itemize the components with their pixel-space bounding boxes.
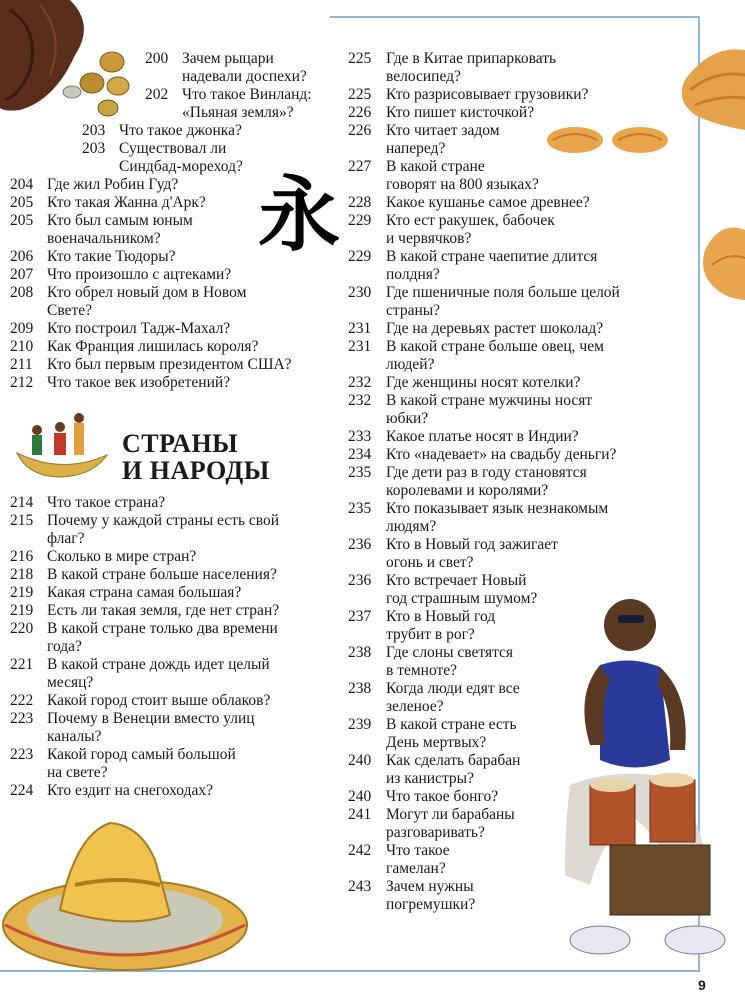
toc-page-number: 226 bbox=[348, 104, 372, 121]
toc-entry-title: Какое платье носят в Индии? bbox=[386, 428, 579, 445]
toc-page-number: 229 bbox=[348, 212, 372, 229]
toc-entry-title: В какой стране больше населения? bbox=[47, 566, 277, 583]
toc-entry-title: Какая страна самая большая? bbox=[47, 584, 242, 601]
toc-entry-title: говорят на 800 языках? bbox=[386, 176, 539, 193]
toc-entry-title: Что такое bbox=[386, 842, 450, 859]
toc-entry-title: Кто обрел новый дом в Новом bbox=[47, 284, 247, 301]
toc-entry-title: людей? bbox=[386, 356, 435, 373]
section-heading-line2: И НАРОДЫ bbox=[122, 456, 270, 485]
toc-page-number: 224 bbox=[10, 782, 34, 799]
toc-page-number: 240 bbox=[348, 752, 372, 769]
toc-entry-title: Кто пишет кисточкой? bbox=[386, 104, 535, 121]
toc-entry-title: из канистры? bbox=[386, 770, 474, 787]
toc-page-number: 223 bbox=[10, 710, 34, 727]
toc-entry-title: Как Франция лишилась короля? bbox=[47, 338, 259, 355]
toc-page-number: 206 bbox=[10, 248, 34, 265]
toc-entry-title: Кто показывает язык незнакомым bbox=[386, 500, 609, 517]
toc-entry-title: велосипед? bbox=[386, 68, 461, 85]
toc-page-number: 233 bbox=[348, 428, 372, 445]
toc-page-number: 223 bbox=[10, 746, 34, 763]
toc-entry-title: Кто был самым юным bbox=[47, 212, 193, 229]
toc-page-number: 242 bbox=[348, 842, 372, 859]
toc-entry-title: Что такое страна? bbox=[47, 494, 166, 511]
toc-entry-title: Сколько в мире стран? bbox=[47, 548, 197, 565]
toc-entry-title: гамелан? bbox=[386, 860, 446, 877]
toc-page-number: 239 bbox=[348, 716, 372, 733]
toc-entry-title: «Пьяная земля»? bbox=[182, 104, 294, 121]
toc-entry-title: Почему у каждой страны есть свой bbox=[47, 512, 280, 529]
toc-entry-title: В какой стране дождь идет целый bbox=[47, 656, 270, 673]
toc-entry-title: Что произошло с ацтеками? bbox=[47, 266, 232, 283]
drummer-illustration bbox=[560, 585, 745, 970]
toc-page-number: 238 bbox=[348, 644, 372, 661]
toc-entry-title: в темноте? bbox=[386, 662, 458, 679]
toc-entry-title: Где женщины носят котелки? bbox=[386, 374, 581, 391]
toc-entry-title: Какой город стоит выше облаков? bbox=[47, 692, 271, 709]
toc-entry-title: Кто в Новый год bbox=[386, 608, 496, 625]
toc-entry-title: Существовал ли bbox=[119, 140, 227, 157]
coin-pouch-illustration bbox=[0, 0, 135, 125]
toc-entry-title: Кто встречает Новый bbox=[386, 572, 527, 589]
toc-entry-title: каналы? bbox=[47, 728, 102, 745]
toc-page-number: 204 bbox=[10, 176, 34, 193]
toc-entry-title: королевами и королями? bbox=[386, 482, 549, 499]
toc-page-number: 205 bbox=[10, 194, 34, 211]
toc-entry-title: военачальником? bbox=[47, 230, 161, 247]
toc-entry-title: Где пшеничные поля больше целой bbox=[386, 284, 620, 301]
toc-page-number: 240 bbox=[348, 788, 372, 805]
toc-page-number: 235 bbox=[348, 464, 372, 481]
toc-entry-title: год страшным шумом? bbox=[386, 590, 538, 607]
toc-page-number: 231 bbox=[348, 320, 372, 337]
toc-page-number: 230 bbox=[348, 284, 372, 301]
toc-entry-title: огонь и свет? bbox=[386, 554, 474, 571]
toc-page-number: 211 bbox=[10, 356, 33, 373]
toc-entry-title: полдня? bbox=[386, 266, 440, 283]
toc-entry-title: Кто разрисовывает грузовики? bbox=[386, 86, 589, 103]
toc-entry-title: и червячков? bbox=[386, 230, 472, 247]
toc-page-number: 238 bbox=[348, 680, 372, 697]
toc-page-number: 216 bbox=[10, 548, 34, 565]
toc-page-number: 225 bbox=[348, 86, 372, 103]
toc-entry-title: В какой стране чаепитие длится bbox=[386, 248, 598, 265]
toc-entry-title: наперед? bbox=[386, 140, 446, 157]
shell-pasta-illustration bbox=[545, 120, 675, 160]
toc-entry-title: Что такое бонго? bbox=[386, 788, 499, 805]
toc-entry-title: Почему в Венеции вместо улиц bbox=[47, 710, 255, 727]
page-number: 9 bbox=[698, 977, 706, 993]
toc-entry-title: страны? bbox=[386, 302, 441, 319]
section-heading-line1: СТРАНЫ bbox=[122, 429, 239, 458]
toc-entry-title: В какой стране есть bbox=[386, 716, 517, 733]
toc-entry-title: Кто «надевает» на свадьбу деньги? bbox=[386, 446, 617, 463]
toc-page-number: 222 bbox=[10, 692, 34, 709]
toc-page-number: 226 bbox=[348, 122, 372, 139]
toc-entry-title: День мертвых? bbox=[386, 734, 487, 751]
toc-page-number: 227 bbox=[348, 158, 372, 175]
toc-entry-title: В какой стране bbox=[386, 158, 485, 175]
kanji-calligraphy: 永 bbox=[258, 167, 341, 263]
toc-page-number: 202 bbox=[145, 86, 169, 103]
toc-page-number: 218 bbox=[10, 566, 34, 583]
toc-entry-title: на свете? bbox=[47, 764, 108, 781]
toc-entry-title: Кто был первым президентом США? bbox=[47, 356, 292, 373]
page-frame-top bbox=[330, 16, 700, 18]
toc-entry-title: Могут ли барабаны bbox=[386, 806, 515, 823]
toc-page-number: 221 bbox=[10, 656, 34, 673]
toc-page-number: 231 bbox=[348, 338, 372, 355]
toc-entry-title: надевали доспехи? bbox=[182, 68, 307, 85]
toc-page-number: 210 bbox=[10, 338, 34, 355]
toc-entry-title: Зачем рыцари bbox=[182, 50, 274, 67]
toc-page-number: 234 bbox=[348, 446, 372, 463]
toc-page-number: 200 bbox=[145, 50, 169, 67]
toc-page-number: 220 bbox=[10, 620, 34, 637]
toc-entry-title: Где слоны светятся bbox=[386, 644, 514, 661]
toc-entry-title: Что такое век изобретений? bbox=[47, 374, 231, 391]
toc-entry-title: Какое кушанье самое древнее? bbox=[386, 194, 590, 211]
toc-entry-title: Есть ли такая земля, где нет стран? bbox=[47, 602, 280, 619]
reed-boat-illustration bbox=[12, 405, 112, 485]
toc-entry-title: разговаривать? bbox=[386, 824, 485, 841]
toc-entry-title: Какой город самый большой bbox=[47, 746, 236, 763]
toc-page-number: 203 bbox=[82, 122, 106, 139]
toc-page-number: 235 bbox=[348, 500, 372, 517]
toc-entry-title: Синдбад-мореход? bbox=[119, 158, 243, 175]
toc-entry-title: Кто построил Тадж-Махал? bbox=[47, 320, 231, 337]
toc-page-number: 219 bbox=[10, 584, 34, 601]
pasta-illustration bbox=[600, 20, 745, 310]
toc-page-number: 219 bbox=[10, 602, 34, 619]
toc-entry-title: Свете? bbox=[47, 302, 92, 319]
toc-entry-title: Что такое Винланд: bbox=[182, 86, 312, 103]
toc-page-number: 236 bbox=[348, 572, 372, 589]
toc-page-number: 241 bbox=[348, 806, 372, 823]
toc-entry-title: Кто такие Тюдоры? bbox=[47, 248, 176, 265]
toc-page-number: 236 bbox=[348, 536, 372, 553]
toc-entry-title: Что такое джонка? bbox=[119, 122, 242, 139]
toc-page-number: 203 bbox=[82, 140, 106, 157]
toc-page-number: 237 bbox=[348, 608, 372, 625]
toc-entry-title: В какой стране мужчины носят bbox=[386, 392, 593, 409]
toc-page-number: 229 bbox=[348, 248, 372, 265]
toc-page-number: 208 bbox=[10, 284, 34, 301]
toc-page-number: 225 bbox=[348, 50, 372, 67]
toc-entry-title: погремушки? bbox=[386, 896, 476, 913]
toc-entry-title: людям? bbox=[386, 518, 437, 535]
toc-entry-title: Где в Китае припарковать bbox=[386, 50, 557, 67]
toc-page-number: 232 bbox=[348, 392, 372, 409]
toc-entry-title: Когда люди едят все bbox=[386, 680, 520, 697]
toc-entry-title: В какой стране только два времени bbox=[47, 620, 278, 637]
toc-page-number: 214 bbox=[10, 494, 34, 511]
toc-entry-title: Как сделать барабан bbox=[386, 752, 521, 769]
toc-page-number: 232 bbox=[348, 374, 372, 391]
toc-entry-title: Кто в Новый год зажигает bbox=[386, 536, 558, 553]
toc-entry-title: Где дети раз в году становятся bbox=[386, 464, 587, 481]
toc-entry-title: трубит в рог? bbox=[386, 626, 475, 643]
toc-page-number: 228 bbox=[348, 194, 372, 211]
toc-entry-title: Кто читает задом bbox=[386, 122, 500, 139]
toc-page-number: 243 bbox=[348, 878, 372, 895]
toc-entry-title: В какой стране больше овец, чем bbox=[386, 338, 604, 355]
toc-entry-title: флаг? bbox=[47, 530, 85, 547]
toc-entry-title: года? bbox=[47, 638, 82, 655]
toc-entry-title: Зачем нужны bbox=[386, 878, 474, 895]
toc-page-number: 207 bbox=[10, 266, 34, 283]
toc-page-number: 212 bbox=[10, 374, 34, 391]
toc-page-number: 215 bbox=[10, 512, 34, 529]
toc-page-number: 209 bbox=[10, 320, 34, 337]
toc-entry-title: зеленое? bbox=[386, 698, 444, 715]
toc-page-number: 205 bbox=[10, 212, 34, 229]
toc-entry-title: Где на деревьях растет шоколад? bbox=[386, 320, 604, 337]
section-heading bbox=[122, 430, 270, 484]
toc-entry-title: Кто ест ракушек, бабочек bbox=[386, 212, 555, 229]
toc-entry-title: Кто ездит на снегоходах? bbox=[47, 782, 213, 799]
toc-entry-title: месяц? bbox=[47, 674, 94, 691]
toc-entry-title: юбки? bbox=[386, 410, 429, 427]
toc-entry-title: Где жил Робин Гуд? bbox=[47, 176, 179, 193]
sombrero-illustration bbox=[0, 815, 250, 975]
toc-entry-title: Кто такая Жанна д'Арк? bbox=[47, 194, 206, 211]
